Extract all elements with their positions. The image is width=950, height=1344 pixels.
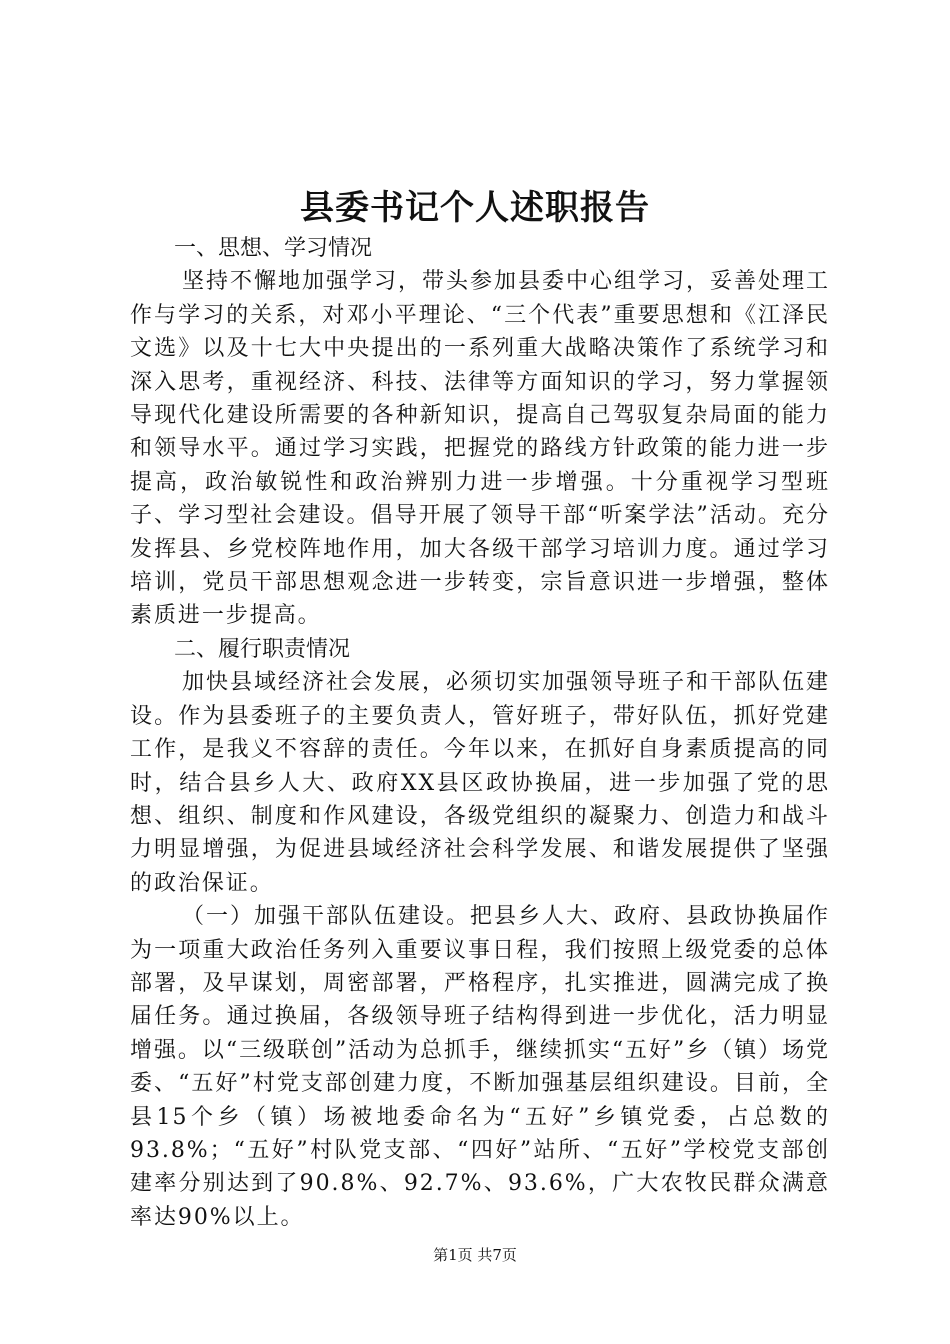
section-2-paragraph-2: （一）加强干部队伍建设。把县乡人大、政府、县政协换届作为一项重大政治任务列入重要议事日程，我们按照上级党委的总体部署，及早谋划，周密部署，严格程序，扎实推进，圆满完成了换届任务。通过换届，各级领导班子结构得到进一步优化，活力明显增强。以“三级联创”活动为总抓手，继续抓实“五好”乡（镇）场党委、“五好”村党支部创建力度，不断加强基层组织建设。目前，全县15个乡（镇）场被地委命名为“五好”乡镇党委，占总数的93.8%；“五好”村队党支部、“四好”站所、“五好”学校党支部创建率分别达到了90.8%、92.7%、93.6%，广大农牧民群众满意率达90%以上。 — [130, 904, 830, 1230]
section-heading-1: 一、思想、学习情况 — [174, 236, 373, 261]
section-1-paragraph-1: 坚持不懈地加强学习，带头参加县委中心组学习，妥善处理工作与学习的关系，对邓小平理论、“三个代表”重要思想和《江泽民文选》以及十七大中央提出的一系列重大战略决策作了系统学习和深入思考，重视经济、科技、法律等方面知识的学习，努力掌握领导现代化建设所需要的各种新知识，提高自己驾驭复杂局面的能力和领导水平。通过学习实践，把握党的路线方针政策的能力进一步提高，政治敏锐性和政治辨别力进一步增强。十分重视学习型班子、学习型社会建设。倡导开展了领导干部“听案学法”活动。充分发挥县、乡党校阵地作用，加大各级干部学习培训力度。通过学习培训，党员干部思想观念进一步转变，宗旨意识进一步增强，整体素质进一步提高。 — [130, 269, 830, 629]
document-body — [130, 232, 830, 1234]
document-title: 县委书记个人述职报告 — [300, 188, 650, 228]
section-heading-2: 二、履行职责情况 — [174, 636, 351, 662]
section-2-paragraph-1: 加快县域经济社会发展，必须切实加强领导班子和干部队伍建设。作为县委班子的主要负责人，管好班子，带好队伍，抓好党建工作，是我义不容辞的责任。今年以来，在抓好自身素质提高的同时，结合县乡人大、政府XX县区政协换届，进一步加强了党的思想、组织、制度和作风建设，各级党组织的凝聚力、创造力和战斗力明显增强，为促进县域经济社会科学发展、和谐发展提供了坚强的政治保证。 — [130, 670, 830, 896]
page-number-footer: 第1页 共7页 — [433, 1246, 517, 1264]
